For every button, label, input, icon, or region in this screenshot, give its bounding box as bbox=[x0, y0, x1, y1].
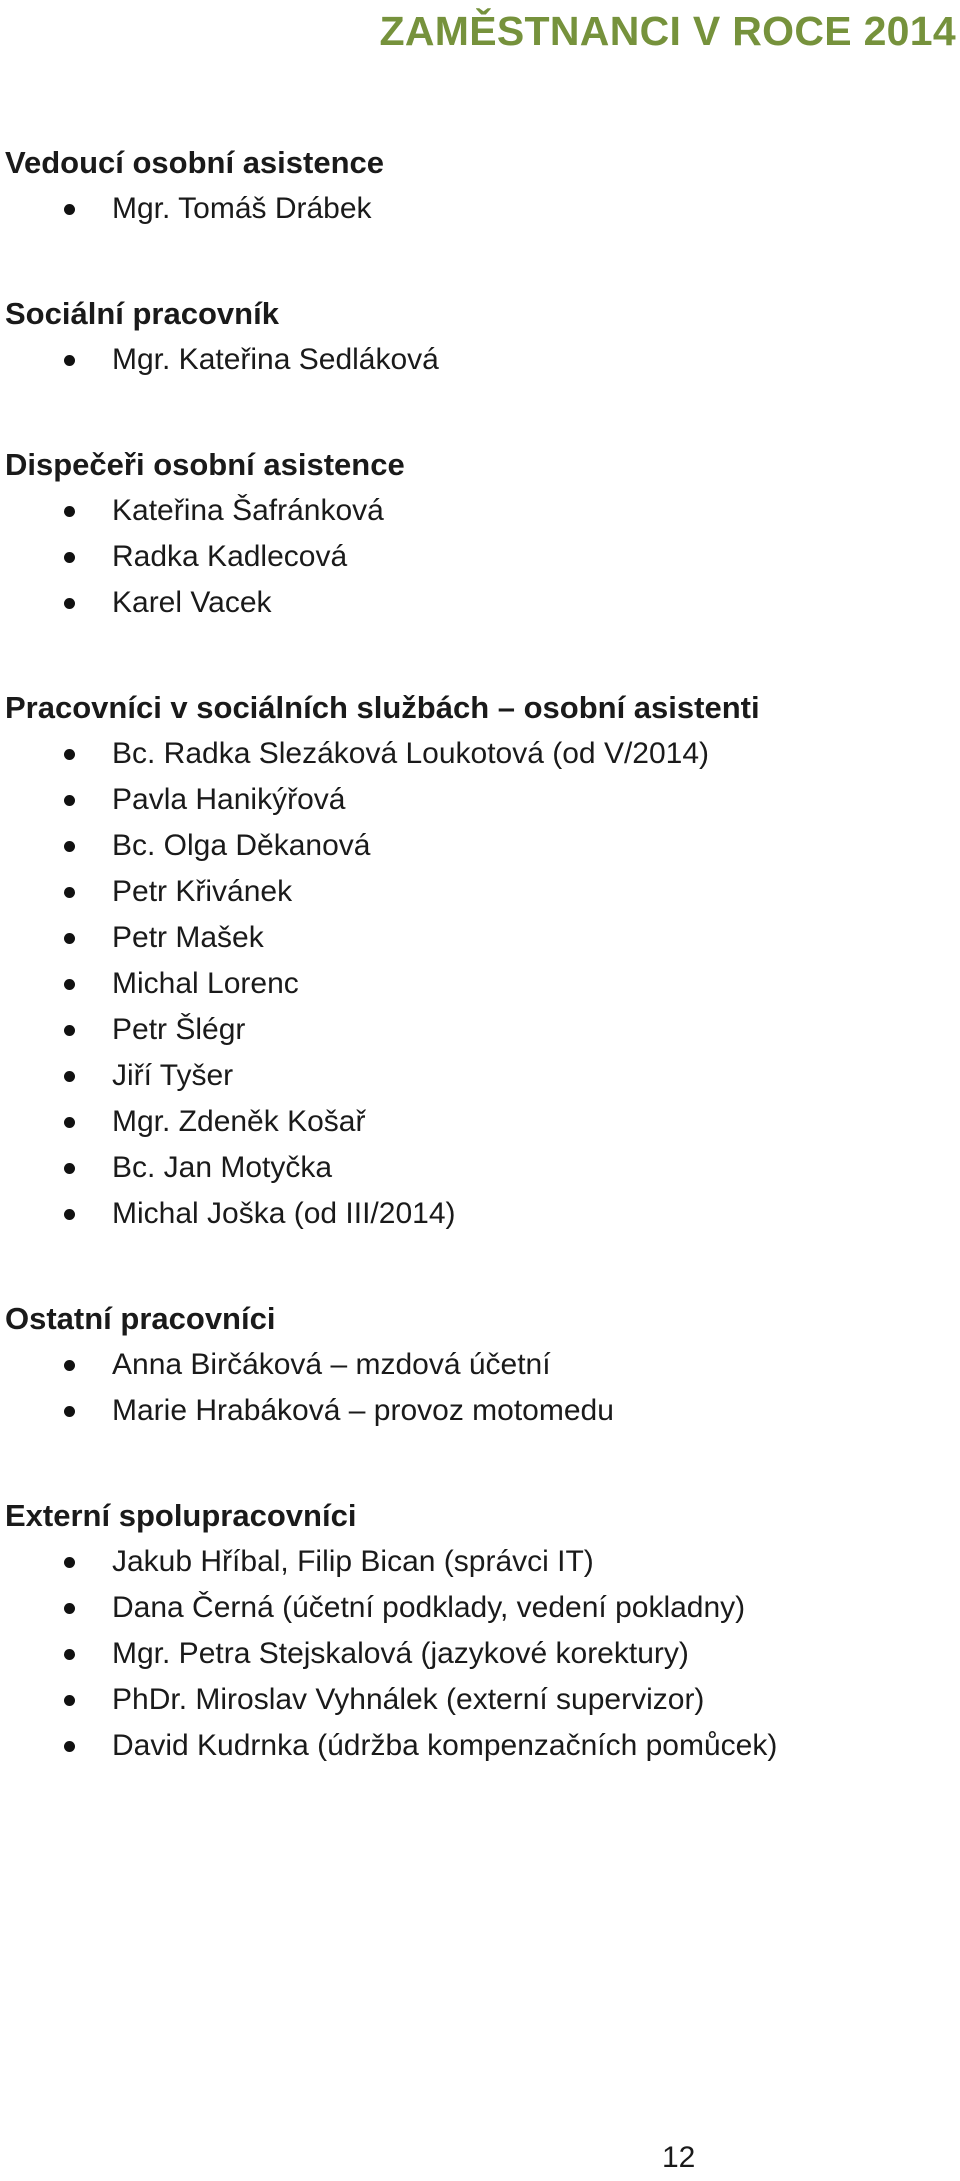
section-title: Vedoucí osobní asistence bbox=[5, 145, 385, 180]
section-external-collaborators bbox=[5, 1493, 955, 1769]
list-item: Mgr. Petra Stejskalová (jazykové korektury) bbox=[5, 1631, 955, 1677]
staff-list bbox=[5, 140, 955, 1828]
section-title: Sociální pracovník bbox=[5, 296, 279, 331]
section-head-of-personal-assistance bbox=[5, 140, 955, 232]
list-item: Bc. Olga Děkanová bbox=[5, 823, 955, 869]
list-item: Kateřina Šafránková bbox=[5, 488, 955, 534]
list-item: Bc. Jan Motyčka bbox=[5, 1145, 955, 1191]
list-item: Karel Vacek bbox=[5, 580, 955, 626]
section-title: Dispečeři osobní asistence bbox=[5, 447, 405, 482]
list-item: Dana Černá (účetní podklady, vedení pokladny) bbox=[5, 1585, 955, 1631]
list-item: Marie Hrabáková – provoz motomedu bbox=[5, 1388, 955, 1434]
list-item: Jiří Tyšer bbox=[5, 1053, 955, 1099]
list-item: David Kudrnka (údržba kompenzačních pomůcek) bbox=[5, 1723, 955, 1769]
list-item: Bc. Radka Slezáková Loukotová (od V/2014) bbox=[5, 731, 955, 777]
list-item: Jakub Hříbal, Filip Bican (správci IT) bbox=[5, 1539, 955, 1585]
list-item: Mgr. Tomáš Drábek bbox=[5, 186, 955, 232]
list-item: Michal Lorenc bbox=[5, 961, 955, 1007]
section-dispatchers bbox=[5, 442, 955, 626]
section-social-worker bbox=[5, 291, 955, 383]
list-item: PhDr. Miroslav Vyhnálek (externí supervizor) bbox=[5, 1677, 955, 1723]
list-item: Petr Křivánek bbox=[5, 869, 955, 915]
list-item: Pavla Hanikýřová bbox=[5, 777, 955, 823]
list-item: Michal Joška (od III/2014) bbox=[5, 1191, 955, 1237]
section-title: Pracovníci v sociálních službách – osobní asistenti bbox=[5, 690, 760, 725]
list-item: Petr Šlégr bbox=[5, 1007, 955, 1053]
section-other-workers bbox=[5, 1296, 955, 1434]
page-number: 12 bbox=[662, 2141, 696, 2174]
list-item: Petr Mašek bbox=[5, 915, 955, 961]
list-item: Mgr. Kateřina Sedláková bbox=[5, 337, 955, 383]
section-social-service-workers bbox=[5, 685, 955, 1237]
page-title: ZAMĚSTNANCI V ROCE 2014 bbox=[379, 8, 956, 54]
list-item: Anna Birčáková – mzdová účetní bbox=[5, 1342, 955, 1388]
list-item: Mgr. Zdeněk Košař bbox=[5, 1099, 955, 1145]
section-title: Ostatní pracovníci bbox=[5, 1301, 276, 1336]
list-item: Radka Kadlecová bbox=[5, 534, 955, 580]
section-title: Externí spolupracovníci bbox=[5, 1498, 357, 1533]
